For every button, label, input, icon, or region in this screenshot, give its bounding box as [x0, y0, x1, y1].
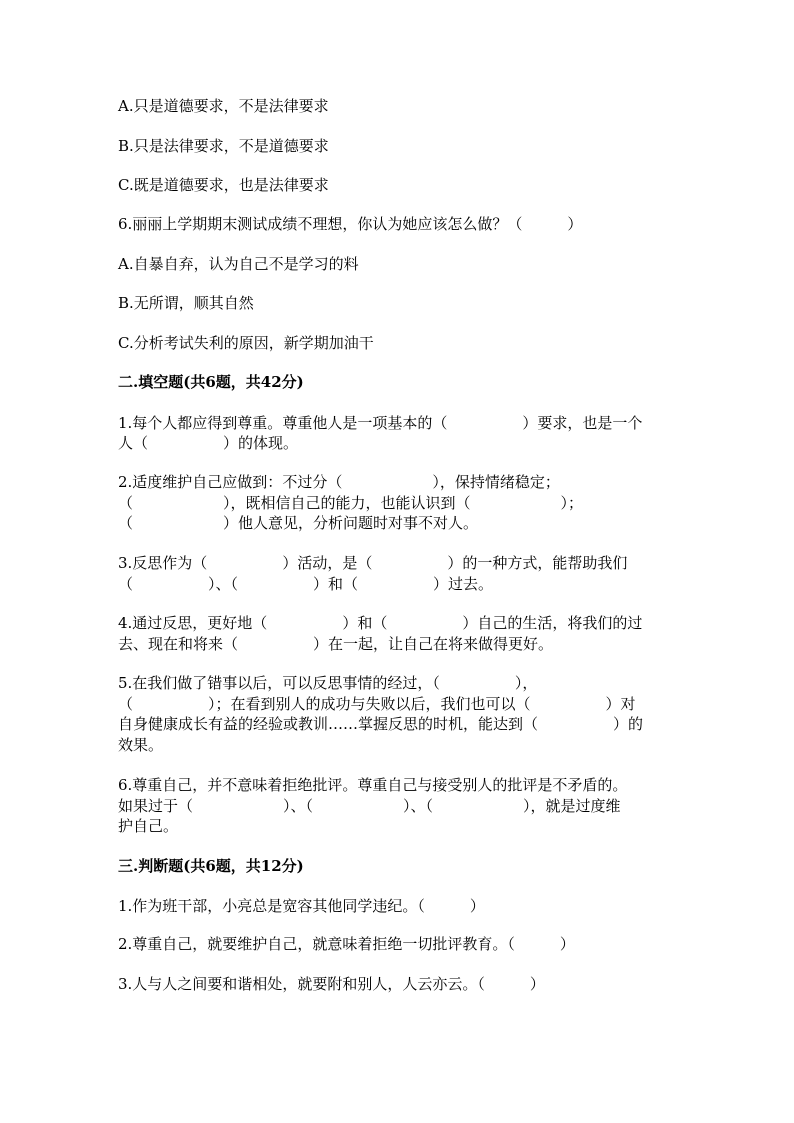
- fill-q3-line-2: （ ）、（ ）和（ ）过去。: [118, 575, 494, 593]
- fill-q1-line-2: 人（ ）的体现。: [118, 434, 299, 452]
- q5-option-c: C.既是道德要求，也是法律要求: [118, 176, 329, 194]
- judge-q2: 2.尊重自己，就要维护自己，就意味着拒绝一切批评教育。（ ）: [118, 935, 575, 953]
- fill-q4-line-2: 去、现在和将来（ ）在一起，让自己在将来做得更好。: [118, 635, 554, 653]
- fill-q5-line-2: （ ）；在看到别人的成功与失败以后，我们也可以（ ）对: [118, 695, 636, 713]
- q6-option-a: A.自暴自弃，认为自己不是学习的料: [118, 255, 359, 273]
- q5-option-a: A.只是道德要求，不是法律要求: [118, 97, 329, 115]
- fill-q2-line-1: 2.适度维护自己应做到：不过分（ ），保持情绪稳定；: [118, 473, 560, 491]
- fill-q6-line-3: 护自己。: [118, 817, 179, 835]
- fill-q5-line-4: 效果。: [118, 736, 164, 754]
- fill-q1-line-1: 1.每个人都应得到尊重。尊重他人是一项基本的（ ）要求，也是一个: [118, 414, 643, 432]
- q6-option-c: C.分析考试失利的原因，新学期加油干: [118, 334, 374, 352]
- fill-q2-line-3: （ ）他人意见，分析问题时对事不对人。: [118, 514, 479, 532]
- q6-stem: 6.丽丽上学期期末测试成绩不理想，你认为她应该怎么做？（ ）: [118, 215, 583, 233]
- fill-q2-line-2: （ ），既相信自己的能力，也能认识到（ ）；: [118, 494, 584, 512]
- fill-q5-line-3: 自身健康成长有益的经验或教训……掌握反思的时机，能达到（ ）的: [118, 715, 644, 733]
- q6-option-b: B.无所谓，顺其自然: [118, 294, 254, 312]
- fill-q6-line-1: 6.尊重自己，并不意味着拒绝批评。尊重自己与接受别人的批评是不矛盾的。: [118, 776, 628, 794]
- fill-q5-line-1: 5.在我们做了错事以后，可以反思事情的经过，（ ），: [118, 674, 538, 692]
- fill-q6-line-2: 如果过于（ ）、（ ）、（ ），就是过度维: [118, 797, 621, 815]
- fill-q4-line-1: 4.通过反思，更好地（ ）和（ ）自己的生活，将我们的过: [118, 614, 643, 632]
- judge-q3: 3.人与人之间要和谐相处，就要附和别人，人云亦云。（ ）: [118, 975, 545, 993]
- q5-option-b: B.只是法律要求，不是道德要求: [118, 137, 329, 155]
- judge-q1: 1.作为班干部，小亮总是宽容其他同学违纪。（ ）: [118, 897, 485, 915]
- judge-section-heading: 三.判断题(共6题，共12分): [118, 857, 304, 875]
- fill-q3-line-1: 3.反思作为（ ）活动，是（ ）的一种方式，能帮助我们: [118, 554, 628, 572]
- fill-section-heading: 二.填空题(共6题，共42分): [118, 373, 304, 391]
